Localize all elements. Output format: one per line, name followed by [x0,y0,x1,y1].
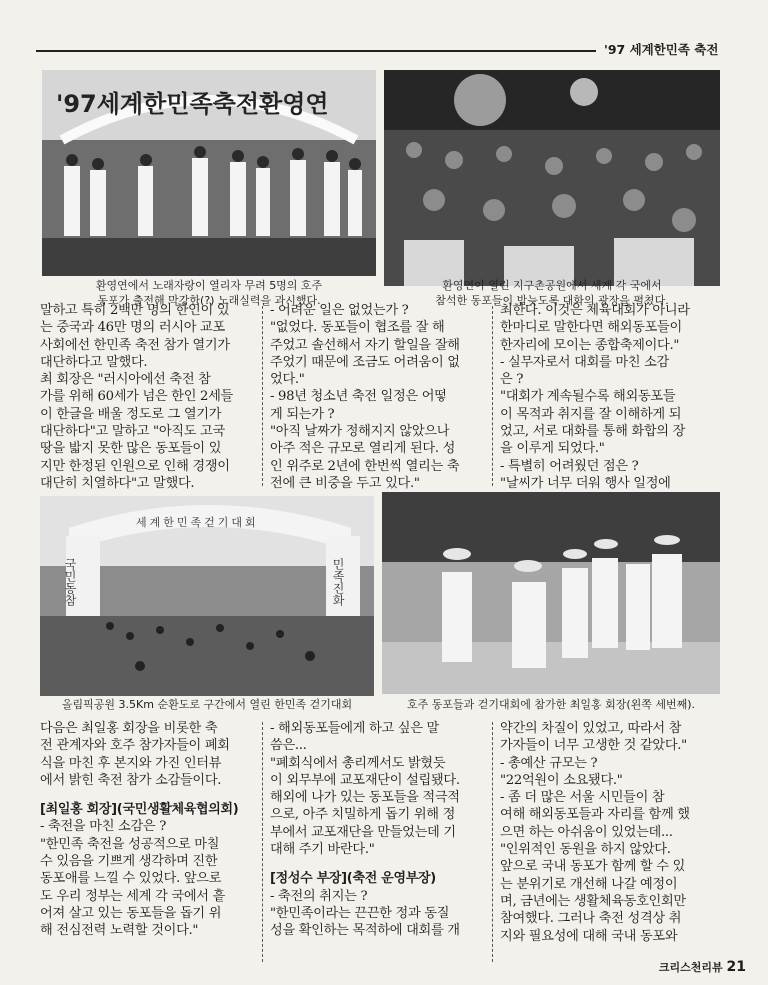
text-line: 성을 확인하는 목적하에 대회를 개 [270,923,460,939]
text-line: 주었기 때문에 조금도 어려움이 없 [270,354,460,370]
text-line: 해 전심전력 노력할 것이다." [40,923,199,939]
text-line: "인위적인 동원을 하지 않았다. [500,842,671,858]
text-line: 으로, 아주 치밀하게 돕기 위해 정 [270,807,456,823]
text-line: 대단하다"고 말하고 "아직도 고국 [40,424,225,440]
text-line: - 98년 청소년 축전 일정은 어떻 [270,389,447,405]
stage-sign-text: '97세계한민족축전환영연 [56,90,329,118]
text-line: "날씨가 너무 더워 행사 일정에 [500,475,671,491]
column-divider [262,306,263,486]
text-line: 인 위주로 2년에 한번씩 열리는 축 [270,458,460,474]
gate-right-sign: 민족진화 [331,558,345,606]
text-line: 아주 적은 규모로 열리게 된다. 성 [270,441,456,457]
text-line: 약간의 차질이 있었고, 따라서 참 [500,721,682,736]
caption-line: 올림픽공원 3.5Km 순환도로 구간에서 열린 한민족 걷기대회 [61,698,353,711]
text-line: 최 회장은 "러시아에선 축전 참 [40,372,211,388]
lower-column-2 [270,720,486,940]
text-line: "없었다. 동포들이 협조를 잘 해 [270,320,445,336]
section-title: '97 세계한민족 축전 [604,42,719,57]
text-line: 식을 마친 후 본지와 가진 인터뷰 [40,755,222,771]
caption-line: 동포가 출전해 막강한(?) 노래실력을 과시했다. [97,294,321,307]
text-line: - 축전의 취지는 ? [270,888,368,904]
photo-crowd-night [384,70,720,286]
column-divider [492,722,493,962]
text-line: "아직 날짜가 정해지지 않았으나 [270,424,450,440]
text-line: 씀은... [270,738,307,754]
text-line: - 특별히 어려웠던 점은 ? [500,458,639,474]
text-line: 말하고 특히 2백만 명의 한인이 있 [40,303,230,318]
text-line: 게 되는가 ? [270,406,335,422]
text-line: "폐회식에서 총리께서도 밝혔듯 [270,755,446,771]
lower-column-1 [40,720,256,940]
speaker-heading: [정성수 부장](축전 운영부장) [270,871,436,887]
caption-line: 환영연이 열린 지구촌공원에서 세계 각 국에서 [442,279,662,292]
text-line: 이 한글을 배울 정도로 그 열기가 [40,406,222,422]
text-line: - 좀 더 많은 서울 시민들이 참 [500,790,665,806]
text-line: 지만 한정된 인원으로 인해 경쟁이 [40,458,230,474]
text-line: - 총예산 규모는 ? [500,755,598,771]
text-line: 이 외무부에 교포재단이 설립됐다. [270,772,460,788]
text-line: 참여했다. 그러나 축전 성격상 취 [500,911,682,927]
text-line: "한민족 축전을 성공적으로 마칠 [40,836,220,852]
text-line: - 해외동포들에게 하고 싶은 말 [270,721,439,736]
column-divider [262,722,263,962]
text-line: 앞으로 국내 동포가 함께 할 수 있 [500,859,686,875]
text-line: 어져 살고 있는 동포들을 돕기 위 [40,905,222,921]
text-line: "22억원이 소요됐다." [500,772,623,788]
text-line: "한민족이라는 끈끈한 정과 동질 [270,905,450,921]
text-line: 주었고 솔선해서 자기 할일을 잘해 [270,337,460,353]
text-line: 전에 큰 비중을 두고 있다." [270,475,420,491]
text-line: 부에서 교포재단을 만들었는데 기 [270,824,456,840]
caption-bottom-left [40,697,374,712]
text-line: 이 목적과 취지를 잘 이해하게 되 [500,406,682,422]
text-line: "대회가 계속될수록 해외동포들 [500,389,676,405]
text-line: 다음은 최일홍 회장을 비롯한 축 [40,721,218,736]
text-line: 여해 해외동포들과 자리를 함께 했 [500,807,690,823]
gate-left-sign: 국민동참 [63,558,77,606]
page-footer [659,959,746,975]
page-number: 21 [726,959,746,975]
text-line: 는 분위기로 개선해 나갈 예정이 [500,876,678,892]
caption-line: 환영연에서 노래자랑이 열리자 무려 5명의 호주 [95,279,323,292]
caption-line: 호주 동포들과 걷기대회에 참가한 최일홍 회장(왼쪽 세번째). [406,698,696,711]
text-line: - 축전을 마친 소감은 ? [40,819,167,835]
caption-bottom-right [382,697,720,712]
lower-column-3 [500,720,722,945]
text-line: 수 있음을 기쁘게 생각하며 진한 [40,854,218,870]
caption-line: 참석한 동포들이 밤늦도록 대화의 광장을 펼쳤다. [435,294,669,307]
text-line: 한마디로 말한다면 해외동포들이 [500,320,682,336]
text-line: 대단히 치열하다"고 말했다. [40,475,195,491]
text-line: 사회에선 한민족 축전 참가 열기가 [40,337,230,353]
photo-walking-gate [40,496,374,696]
header-rule [36,50,596,52]
text-line: 가를 위해 60세가 넘은 한인 2세들 [40,389,233,405]
text-line: 최한다. 이것은 체육대회가 아니라 [500,303,690,318]
text-line: 해외에 나가 있는 동포들을 적극적 [270,790,460,806]
text-line: 도 우리 정부는 세계 각 국에서 흩 [40,888,226,904]
text-line: 는 중국과 46만 명의 러시아 교포 [40,320,225,336]
photo-walkers [382,492,720,694]
text-line: 대단하다고 말했다. [40,354,148,370]
text-line: 동포애를 느낄 수 있었다. 앞으로 [40,871,222,887]
text-line: 에서 밝힌 축전 참가 소감들이다. [40,772,222,788]
text-line: 며, 금년에는 생활체육동호인회만 [500,893,686,909]
text-line: 한자리에 모이는 종합축제이다." [500,337,680,353]
text-line: 대해 주기 바란다." [270,842,375,858]
text-line: 은 ? [500,372,524,388]
text-line: 지와 필요성에 대해 국내 동포와 [500,928,678,944]
text-line: 땅을 밟지 못한 많은 동포들이 있 [40,441,222,457]
upper-column-1 [40,302,256,492]
column-divider [492,306,493,486]
magazine-name: 크리스천리뷰 [658,961,723,974]
gate-banner-text: 세계한민족걷기대회 [136,516,259,529]
text-line: 었다." [270,372,305,388]
text-line: 전 관계자와 호주 참가자들이 폐회 [40,738,230,754]
upper-column-3 [500,302,722,492]
photo-stage-singers [42,70,376,276]
text-line: - 어려운 일은 없었는가 ? [270,303,409,318]
text-line: 가자들이 너무 고생한 것 같았다." [500,738,687,754]
text-line: 을 이루게 되었다." [500,441,605,457]
speaker-heading: [최일홍 회장](국민생활체육협의회) [40,802,239,818]
upper-column-2 [270,302,486,492]
text-line: 었고, 서로 대화를 통해 화합의 장 [500,424,686,440]
text-line: - 실무자로서 대회를 마친 소감 [500,354,669,370]
text-line: 으면 하는 아쉬움이 있었는데... [500,824,673,840]
